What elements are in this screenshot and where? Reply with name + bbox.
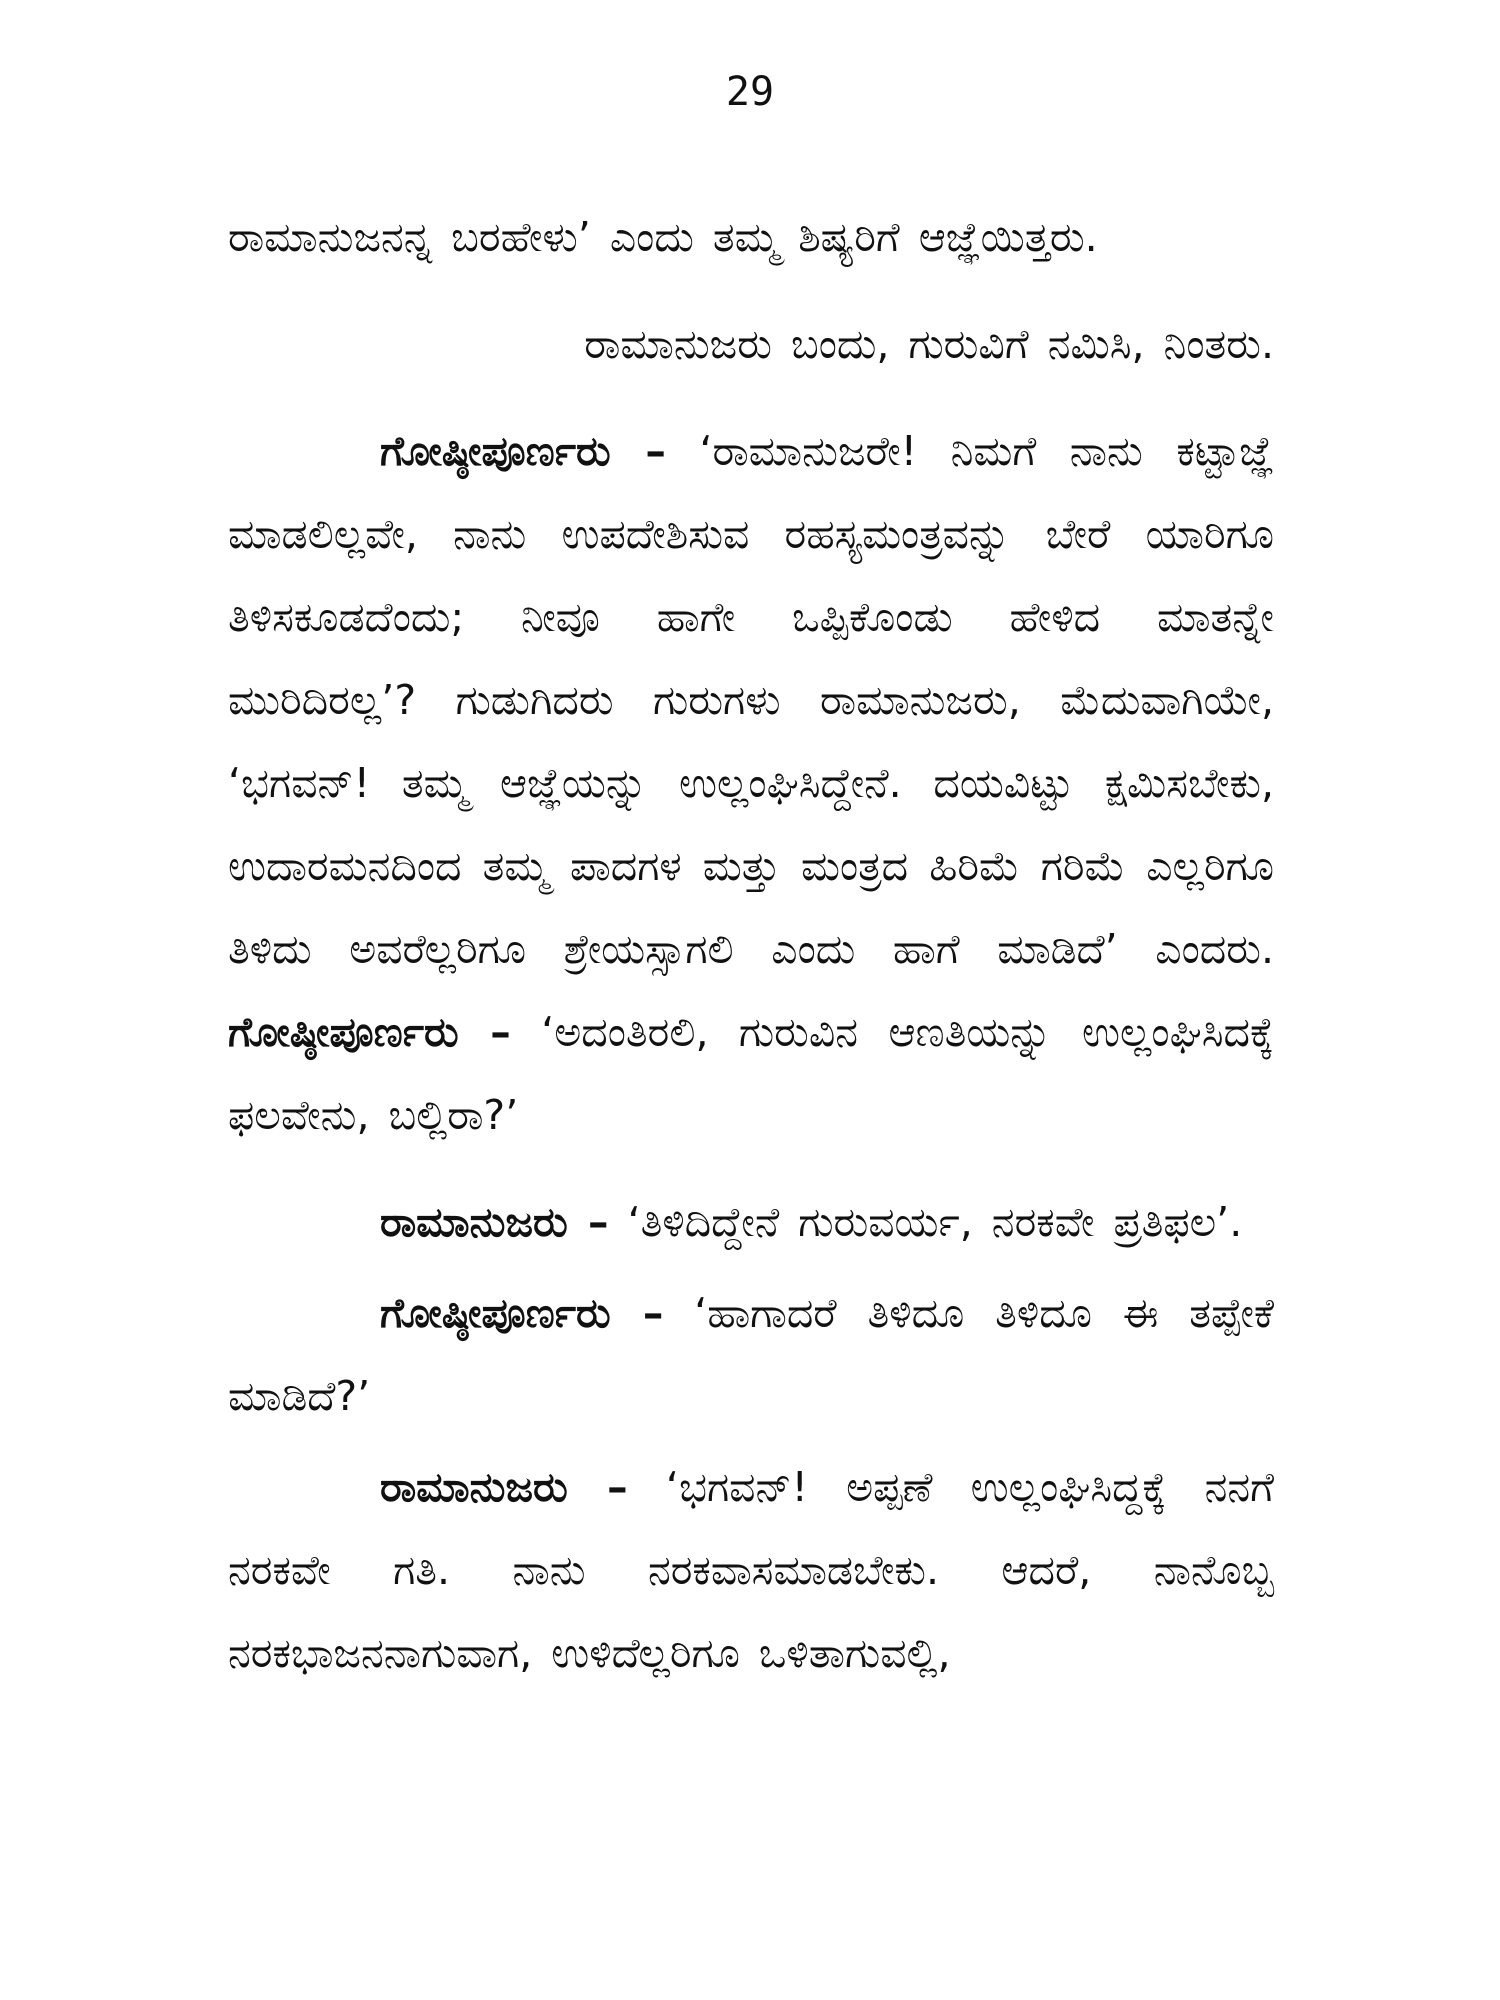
speaker-name: ರಾಮಾನುಜರು – bbox=[380, 1463, 628, 1511]
paragraph-3 bbox=[228, 410, 1274, 1157]
paragraph-text: ‘ರಾಮಾನುಜರೇ! ನಿಮಗೆ ನಾನು ಕಟ್ಟಾಜ್ಞೆ ಮಾಡಲಿಲ್ಲವೇ, ನಾನು ಉಪದೇಶಿಸುವ ರಹಸ್ಯಮಂತ್ರವನ್ನು ಬೇರೆ ಯಾರಿಗೂ ತಿಳಿಸಕೂಡದೆಂದು; ನೀವೂ ಹಾಗೇ ಒಪ್ಪಿಕೊಂಡು ಹೇಳಿದ ಮಾತನ್ನೇ ಮುರಿದಿರಲ್ಲ’? ಗುಡುಗಿದರು ಗುರುಗಳು ರಾಮಾನುಜರು, ಮೆದುವಾಗಿಯೇ, ‘ಭಗವನ್! ತಮ್ಮ ಆಜ್ಞೆಯನ್ನು ಉಲ್ಲಂಘಿಸಿದ್ದೇನೆ. ದಯವಿಟ್ಟು ಕ್ಷಮಿಸಬೇಕು, ಉದಾರಮನದಿಂದ ತಮ್ಮ ಪಾದಗಳ ಮತ್ತು ಮಂತ್ರದ ಹಿರಿಮೆ ಗರಿಮೆ ಎಲ್ಲರಿಗೂ ತಿಳಿದು ಅವರೆಲ್ಲರಿಗೂ ಶ್ರೇಯಸ್ಸಾಗಲಿ ಎಂದು ಹಾಗೆ ಮಾಡಿದೆ’ ಎಂದರು. bbox=[228, 427, 1274, 973]
paragraph-6 bbox=[228, 1446, 1274, 1695]
speaker-name: ಗೋಷ್ಠೀಪೂರ್ಣರು – bbox=[228, 1008, 511, 1056]
speaker-name: ಗೋಷ್ಠೀಪೂರ್ಣರು – bbox=[380, 427, 666, 475]
paragraph-2 bbox=[228, 303, 1274, 386]
speaker-name: ರಾಮಾನುಜರು – bbox=[380, 1198, 609, 1246]
paragraph-text: ರಾಮಾನುಜನನ್ನ ಬರಹೇಳು’ ಎಂದು ತಮ್ಮ ಶಿಷ್ಯರಿಗೆ ಆಜ್ಞೆಯಿತ್ತರು. bbox=[228, 213, 1098, 261]
paragraph-text: ‘ಅದಂತಿರಲಿ, ಗುರುವಿನ ಆಣತಿಯನ್ನು ಉಲ್ಲಂಘಿಸಿದಕ್ಕೆ ಫಲವೇನು, ಬಲ್ಲಿರಾ?’ bbox=[228, 1008, 1274, 1139]
body-text bbox=[228, 196, 1274, 1695]
paragraph-text: ‘ಹಾಗಾದರೆ ತಿಳಿದೂ ತಿಳಿದೂ ಈ ತಪ್ಪೇಕೆ ಮಾಡಿದೆ?’ bbox=[228, 1289, 1274, 1420]
paragraph-text: ರಾಮಾನುಜರು ಬಂದು, ಗುರುವಿಗೆ ನಮಿಸಿ, ನಿಂತರು. bbox=[584, 320, 1274, 368]
paragraph-5 bbox=[228, 1272, 1274, 1438]
paragraph-1 bbox=[228, 196, 1274, 279]
paragraph-text: ‘ತಿಳಿದಿದ್ದೇನೆ ಗುರುವರ್ಯ, ನರಕವೇ ಪ್ರತಿಫಲ’. bbox=[627, 1198, 1243, 1246]
speaker-name: ಗೋಷ್ಠೀಪೂರ್ಣರು – bbox=[380, 1289, 664, 1337]
paragraph-4 bbox=[228, 1181, 1274, 1264]
paragraph-text: ‘ಭಗವನ್! ಅಪ್ಪಣೆ ಉಲ್ಲಂಘಿಸಿದ್ದಕ್ಕೆ ನನಗೆ ನರಕವೇ ಗತಿ. ನಾನು ನರಕವಾಸಮಾಡಬೇಕು. ಆದರೆ, ನಾನೊಬ್ಬ ನರಕಭಾಜನನಾಗುವಾಗ, ಉಳಿದೆಲ್ಲರಿಗೂ ಒಳಿತಾಗುವಲ್ಲಿ, bbox=[228, 1463, 1274, 1677]
page-number: 29 bbox=[725, 69, 775, 115]
